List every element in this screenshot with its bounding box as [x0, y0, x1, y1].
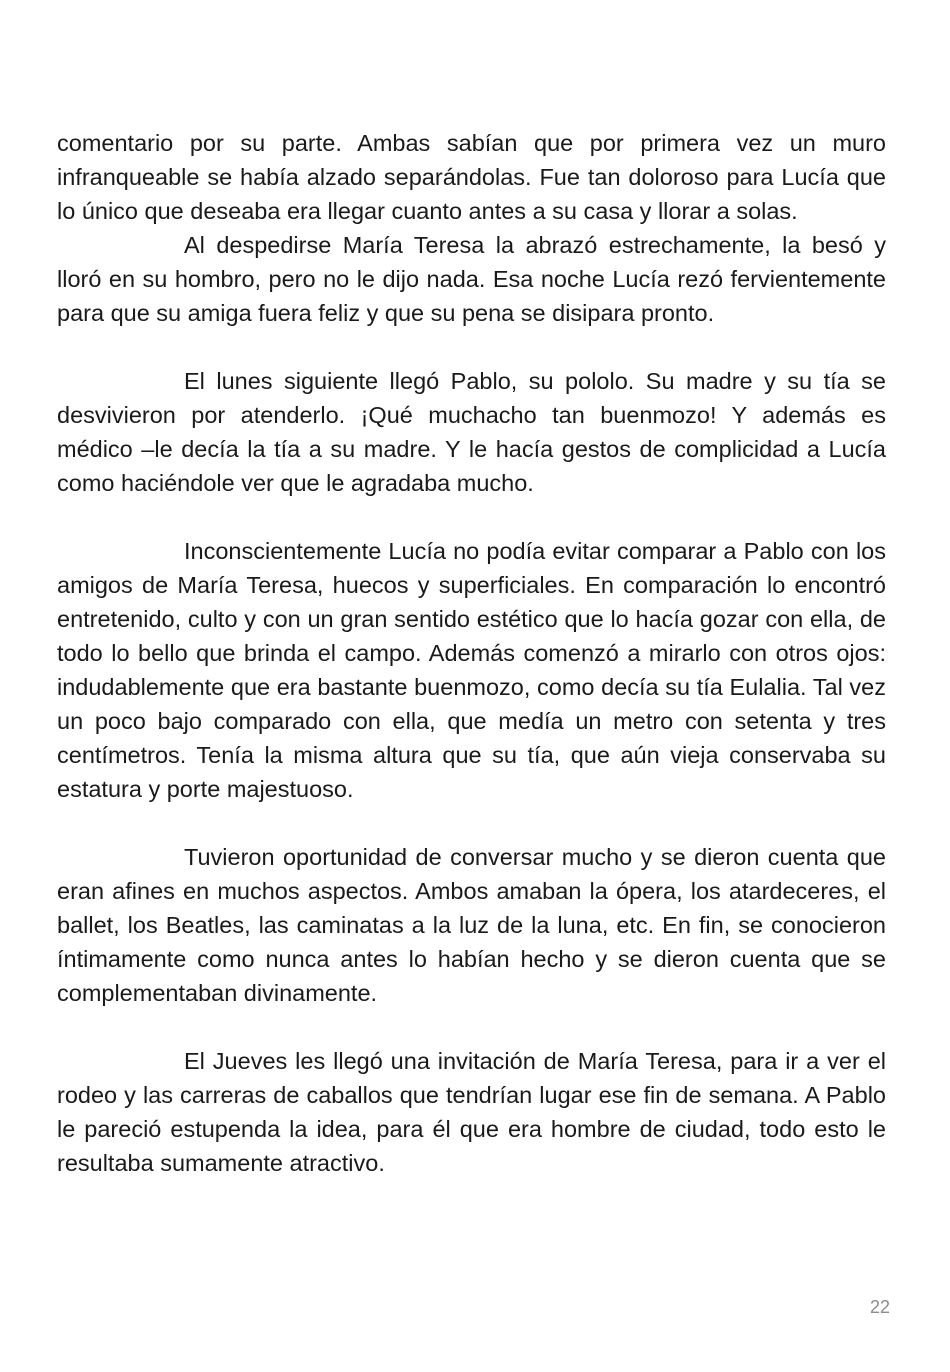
paragraph-5: Tuvieron oportunidad de conversar mucho y se dieron cuenta que eran afines en muchos aspectos. Ambos amaban la ópera, los atardeceres, el ballet, los Beatles, las caminatas a la luz de la luna, etc. En fin, se conocieron íntimamente como nunca antes lo habían hecho y se dieron cuenta que se complementaban divinamente. — [57, 844, 886, 1006]
page-number: 22 — [869, 1297, 890, 1317]
paragraph-3: El lunes siguiente llegó Pablo, su pololo. Su madre y su tía se desvivieron por atenderlo. ¡Qué muchacho tan buenmozo! Y además es médico –le decía la tía a su madre. Y le hacía gestos de complicidad a Lucía como haciéndole ver que le agradaba mucho. — [57, 368, 886, 496]
paragraph-2: Al despedirse María Teresa la abrazó estrechamente, la besó y lloró en su hombro, pero no le dijo nada. Esa noche Lucía rezó fervientemente para que su amiga fuera feliz y que su pena se disipara pronto. — [57, 232, 886, 326]
paragraph-4: Inconscientemente Lucía no podía evitar comparar a Pablo con los amigos de María Teresa, huecos y superficiales. En comparación lo encontró entretenido, culto y con un gran sentido estético que lo hacía gozar con ella, de todo lo bello que brinda el campo. Además comenzó a mirarlo con otros ojos: indudablemente que era bastante buenmozo, como decía su tía Eulalia. Tal vez un poco bajo comparado con ella, que medía un metro con setenta y tres centímetros. Tenía la misma altura que su tía, que aún vieja conservaba su estatura y porte majestuoso. — [57, 538, 886, 802]
paragraph-6: El Jueves les llegó una invitación de María Teresa, para ir a ver el rodeo y las carreras de caballos que tendrían lugar ese fin de semana. A Pablo le pareció estupenda la idea, para él que era hombre de ciudad, todo esto le resultaba sumamente atractivo. — [57, 1048, 886, 1176]
body-text — [57, 126, 886, 1180]
paragraph-1: comentario por su parte. Ambas sabían que por primera vez un muro infranqueable se había alzado separándolas. Fue tan doloroso para Lucía que lo único que deseaba era llegar cuanto antes a su casa y llorar a solas. — [57, 130, 886, 224]
